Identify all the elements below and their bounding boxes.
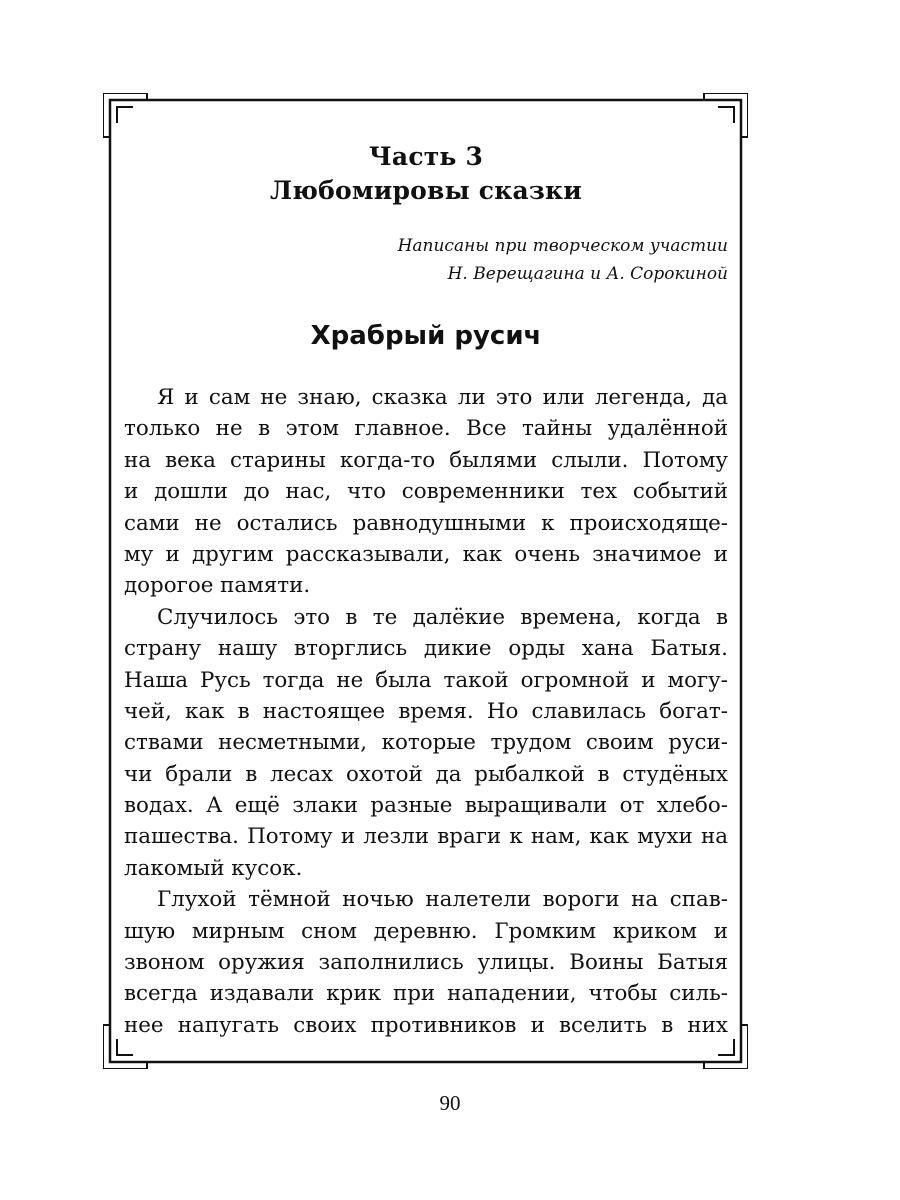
part-heading	[124, 140, 728, 208]
story-paragraph	[124, 602, 728, 885]
story-paragraph	[124, 382, 728, 602]
attribution-line: Написаны при творческом участии	[397, 236, 728, 256]
story-line: лакомый кусок.	[124, 855, 303, 881]
story-line: нее напугать своих противников и вселить в них	[124, 1012, 728, 1038]
attribution	[124, 232, 728, 288]
story-line: Я и сам не знаю, сказка ли это или легенда, да	[157, 385, 728, 410]
story-title: Храбрый русич	[310, 321, 542, 351]
story-line: страну нашу вторглись дикие орды хана Батыя.	[124, 636, 728, 662]
page-number: 90	[439, 1091, 461, 1115]
story-line: Наша Русь тогда не была такой огромной и могу-	[124, 667, 728, 693]
story-line: только не в этом главное. Все тайны удалённой	[124, 416, 728, 442]
story-line: чей, как в настоящее время. Но славилась богат-	[124, 698, 728, 724]
story-line: шую мирным сном деревню. Громким криком и	[124, 918, 728, 944]
part-number: Часть 3	[368, 142, 484, 171]
story-line: на века старины когда-то былями слыли. Потому	[124, 447, 728, 473]
story-line: и дошли до нас, что современники тех событий	[124, 479, 728, 505]
story-line: звоном оружия заполнились улицы. Воины Батыя	[124, 950, 728, 976]
story-paragraph	[124, 884, 728, 1041]
part-title: Любомировы сказки	[269, 176, 583, 205]
story-line: сами не остались равнодушными к происходяще-	[124, 510, 728, 536]
page-content	[124, 140, 728, 1041]
story-body	[124, 382, 728, 1041]
story-line: водах. А ещё злаки разные выращивали от хлебо-	[124, 793, 728, 819]
story-line: ствами несметными, которые трудом своим руси-	[124, 730, 728, 756]
story-line: Глухой тёмной ночью налетели вороги на спав-	[157, 887, 728, 913]
story-line: чи брали в лесах охотой да рыбалкой в студёных	[124, 761, 728, 787]
story-line: дорогое памяти.	[124, 573, 311, 599]
story-line: пашества. Потому и лезли враги к нам, как мухи на	[124, 824, 728, 850]
story-line: всегда издавали крик при нападении, чтобы силь-	[124, 981, 728, 1007]
story-line: му и другим рассказывали, как очень значимое и	[124, 541, 728, 567]
story-line: Случилось это в те далёкие времена, когда в	[157, 604, 728, 630]
attribution-line: Н. Верещагина и А. Сорокиной	[447, 264, 728, 284]
